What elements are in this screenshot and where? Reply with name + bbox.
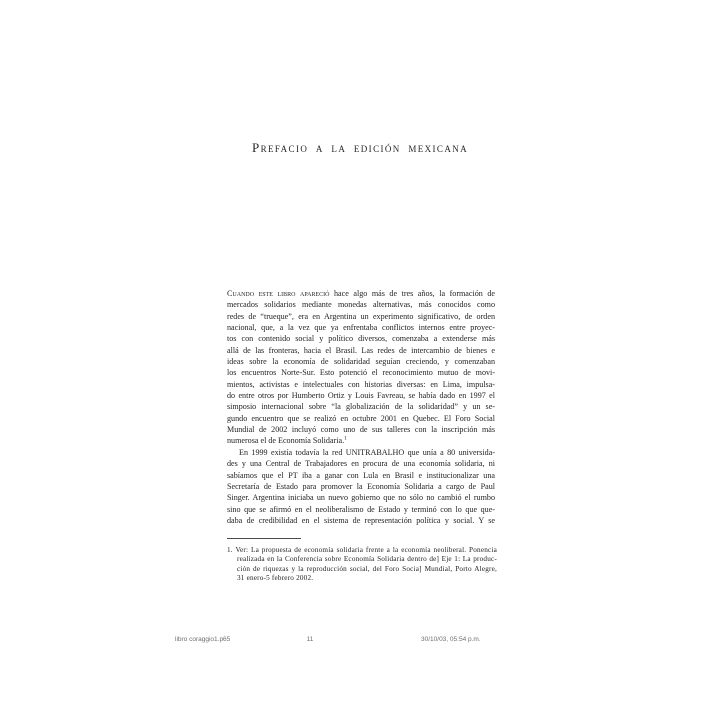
- text-line: mercados solidarios mediante monedas alternativas, más conocidos como: [227, 300, 495, 310]
- page-title: Prefacio a la edición mexicana: [251, 140, 469, 155]
- footnote-line: ción de riquezas y la reproducción social, del Foro Socia] Mundial, Porto Alegre,: [237, 564, 497, 573]
- footnote-divider: [227, 538, 301, 539]
- text-line: tos con contenido social y político diversos, comenzaba a extenderse más: [227, 334, 495, 344]
- text-line: [227, 435, 495, 446]
- text-line: nacional, que, a la vez que ya enfrentaba conflictos internos entre proyec-: [227, 323, 495, 333]
- text-line: daba de credibilidad en el sistema de representación política y social. Y se: [227, 515, 495, 525]
- text-line: ideas sobre la economía de solidaridad seguían creciendo, y comenzaban: [227, 357, 495, 367]
- text-line-rest: hace algo más de tres años, la formación de: [329, 289, 496, 298]
- footnote-line: realizada en la Conferencia sobre Economía Solidaria dentro de] Eje 1: La produc-: [237, 555, 497, 564]
- footnote-reference: 1: [344, 435, 347, 442]
- text-line: Singer. Argentina iniciaba un nuevo gobierno que no sólo no cambió el rumbo: [227, 493, 495, 503]
- text-line: Secretaría de Estado para promover la Economía Solidaria a cargo de Paul: [227, 481, 495, 491]
- print-footer: [0, 636, 720, 648]
- body-text: [227, 288, 495, 526]
- footer-page-number: 11: [306, 636, 314, 643]
- text-line: los encuentros Norte-Sur. Esto potenció el reconocimiento mutuo de movi-: [227, 368, 495, 378]
- footnote: [227, 546, 497, 584]
- text-line: simposio internacional sobre “la globalización de la solidaridad” y un se-: [227, 402, 495, 412]
- text-line: [227, 288, 495, 299]
- text-line: En 1999 existía todavía la red UNITRABALHO que unía a 80 universida-: [239, 447, 495, 457]
- text-line: mientos, activistas e intelectuales con historias diversas: en Lima, impulsa-: [227, 379, 495, 389]
- footer-date-time: 30/10/03, 05:54 p.m.: [421, 636, 481, 643]
- text-line: gundo encuentro que se realizó en octubre 2001 en Quebec. El Foro Social: [227, 413, 495, 423]
- text-line: des y una Central de Trabajadores en procura de una economía solidaria, ni: [227, 459, 495, 469]
- lead-small-caps: Cuando este libro apareció: [227, 289, 330, 298]
- text-line: sino que se afirmó en el neoliberalismo de Estado y terminó con lo que que-: [227, 504, 495, 514]
- text-line: sabíamos que el PT iba a ganar con Lula en Brasil e institucionalizar una: [227, 470, 495, 480]
- text-line: Mundial de 2002 incluyó como uno de sus talleres con la inscripción más: [227, 425, 495, 435]
- footnote-line: 31 enero-5 febrero 2002.: [237, 574, 314, 583]
- text-line: allá de las fronteras, hacia el Brasil. Las redes de intercambio de bienes e: [227, 345, 495, 355]
- text-line: do entre otros por Humberto Ortiz y Louis Favreau, se había dado en 1997 el: [227, 391, 495, 401]
- text-line: redes de “trueque”, era en Argentina un experimento significativo, de orden: [227, 311, 495, 321]
- text-line-end: numerosa el de Economía Solidaria.: [227, 436, 345, 446]
- footer-file-name: libro coraggio1.p65: [175, 636, 231, 643]
- footnote-line: 1. Ver: La propuesta de economía solidaria frente a la economía neoliberal. Ponencia: [227, 546, 497, 554]
